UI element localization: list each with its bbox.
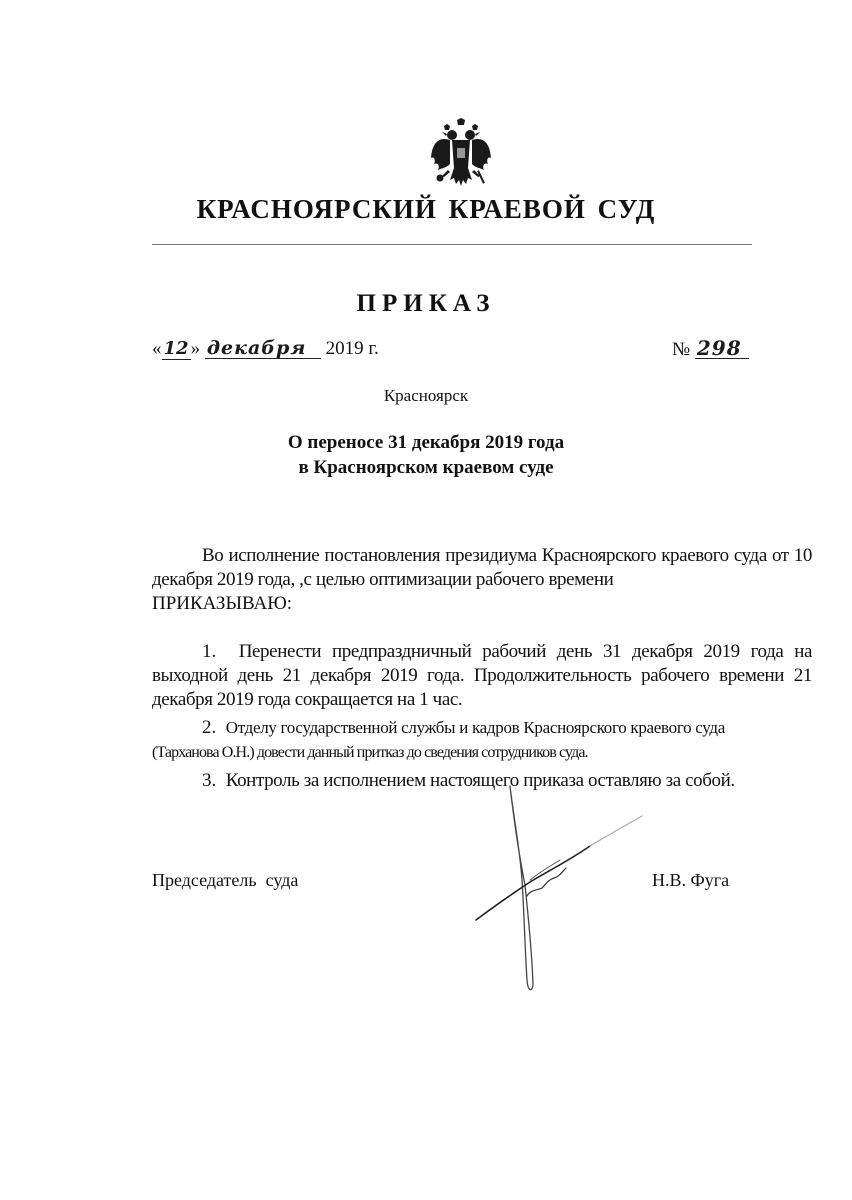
open-quote: « <box>152 338 162 359</box>
handwritten-day: 12 <box>163 338 189 359</box>
coat-of-arms-icon <box>428 118 494 194</box>
order-item-2 <box>152 716 812 740</box>
court-name-heading: КРАСНОЯРСКИЙ КРАЕВОЙ СУД <box>196 194 656 224</box>
header-divider <box>152 244 752 245</box>
subject-line-1: О переносе 31 декабря 2019 года <box>287 432 565 453</box>
item-number: 2. <box>202 717 217 738</box>
handwritten-signature-icon <box>470 780 670 1000</box>
preamble <box>152 544 812 616</box>
close-quote: » <box>190 338 201 359</box>
item-text-line-1: Отделу государственной службы и кадров Красноярского краевого суда <box>225 718 726 737</box>
number-sign: № <box>672 339 691 360</box>
item-number: 1. <box>202 641 217 662</box>
item-number: 3. <box>202 770 217 791</box>
order-item-2-continued <box>152 740 812 765</box>
order-date <box>152 338 379 360</box>
subject-line-2: в Красноярском краевом суде <box>298 457 554 478</box>
signatory-title: Председатель суда <box>152 870 299 890</box>
order-number <box>672 338 749 361</box>
order-item-1 <box>152 640 812 712</box>
handwritten-month: декабря <box>205 338 321 359</box>
item-text: Перенести предпраздничный рабочий день 31 декабря 2019 года на выходной день 21 декабря 2019 года. Продолжительность рабочего времени 21 декабря 2019 года сокращается на 1 час. <box>152 641 812 710</box>
directive-word: ПРИКАЗЫВАЮ: <box>152 593 293 614</box>
signatory-name: Н.В. Фуга <box>652 870 730 890</box>
preamble-text: Во исполнение постановления президиума Красноярского краевого суда от 10 декабря 2019 года, ,с целью оптимизации рабочего времени <box>152 545 812 590</box>
item-text: Контроль за исполнением настоящего приказа оставляю за собой. <box>225 770 735 791</box>
order-items <box>152 640 812 793</box>
city-name: Красноярск <box>383 386 469 405</box>
order-year: 2019 г. <box>325 338 379 359</box>
item-text-line-2: (Тарханова О.Н.) довести данный притказ до сведения сотрудников суда. <box>152 744 588 761</box>
handwritten-number: 298 <box>695 338 749 359</box>
order-subject <box>0 430 852 480</box>
document-type-title: ПРИКАЗ <box>356 290 496 317</box>
